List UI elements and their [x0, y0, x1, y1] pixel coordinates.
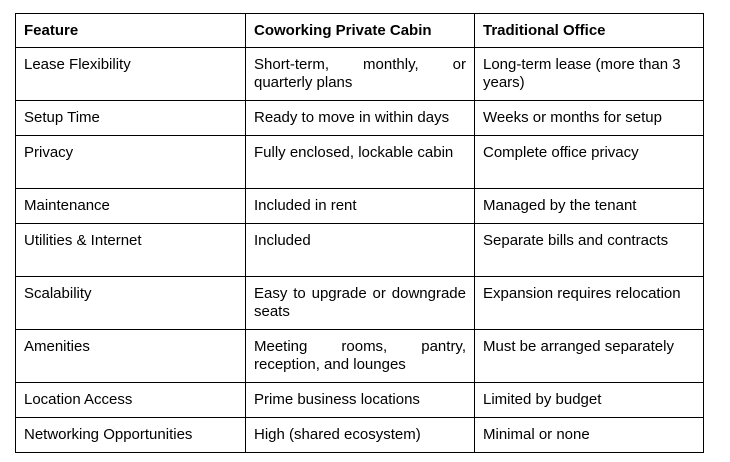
- comparison-table: [15, 13, 704, 453]
- column-header-coworking-private-cabin: Coworking Private Cabin: [246, 14, 475, 48]
- feature-cell: Privacy: [16, 136, 246, 189]
- coworking-cell: Prime business locations: [246, 383, 475, 418]
- column-header-traditional-office: Traditional Office: [475, 14, 704, 48]
- feature-cell: Utilities & Internet: [16, 224, 246, 277]
- coworking-cell: Short-term, monthly, or quarterly plans: [246, 48, 475, 101]
- coworking-cell: Fully enclosed, lockable cabin: [246, 136, 475, 189]
- table-row: [16, 224, 704, 277]
- coworking-cell: Included: [246, 224, 475, 277]
- traditional-cell: Long-term lease (more than 3 years): [475, 48, 704, 101]
- table-row: [16, 418, 704, 453]
- feature-cell: Location Access: [16, 383, 246, 418]
- coworking-cell: Meeting rooms, pantry, reception, and lounges: [246, 330, 475, 383]
- feature-cell: Networking Opportunities: [16, 418, 246, 453]
- feature-cell: Setup Time: [16, 101, 246, 136]
- feature-cell: Lease Flexibility: [16, 48, 246, 101]
- traditional-cell: Weeks or months for setup: [475, 101, 704, 136]
- coworking-cell: Easy to upgrade or downgrade seats: [246, 277, 475, 330]
- traditional-cell: Must be arranged separately: [475, 330, 704, 383]
- coworking-cell: Ready to move in within days: [246, 101, 475, 136]
- feature-cell: Scalability: [16, 277, 246, 330]
- column-header-feature: Feature: [16, 14, 246, 48]
- table-header-row: [16, 14, 704, 48]
- feature-cell: Amenities: [16, 330, 246, 383]
- table-row: [16, 330, 704, 383]
- feature-cell: Maintenance: [16, 189, 246, 224]
- table-row: [16, 277, 704, 330]
- traditional-cell: Managed by the tenant: [475, 189, 704, 224]
- coworking-cell: High (shared ecosystem): [246, 418, 475, 453]
- traditional-cell: Expansion requires relocation: [475, 277, 704, 330]
- table-row: [16, 189, 704, 224]
- table-row: [16, 48, 704, 101]
- table-row: [16, 101, 704, 136]
- traditional-cell: Separate bills and contracts: [475, 224, 704, 277]
- table-row: [16, 383, 704, 418]
- traditional-cell: Complete office privacy: [475, 136, 704, 189]
- coworking-cell: Included in rent: [246, 189, 475, 224]
- traditional-cell: Limited by budget: [475, 383, 704, 418]
- table-row: [16, 136, 704, 189]
- traditional-cell: Minimal or none: [475, 418, 704, 453]
